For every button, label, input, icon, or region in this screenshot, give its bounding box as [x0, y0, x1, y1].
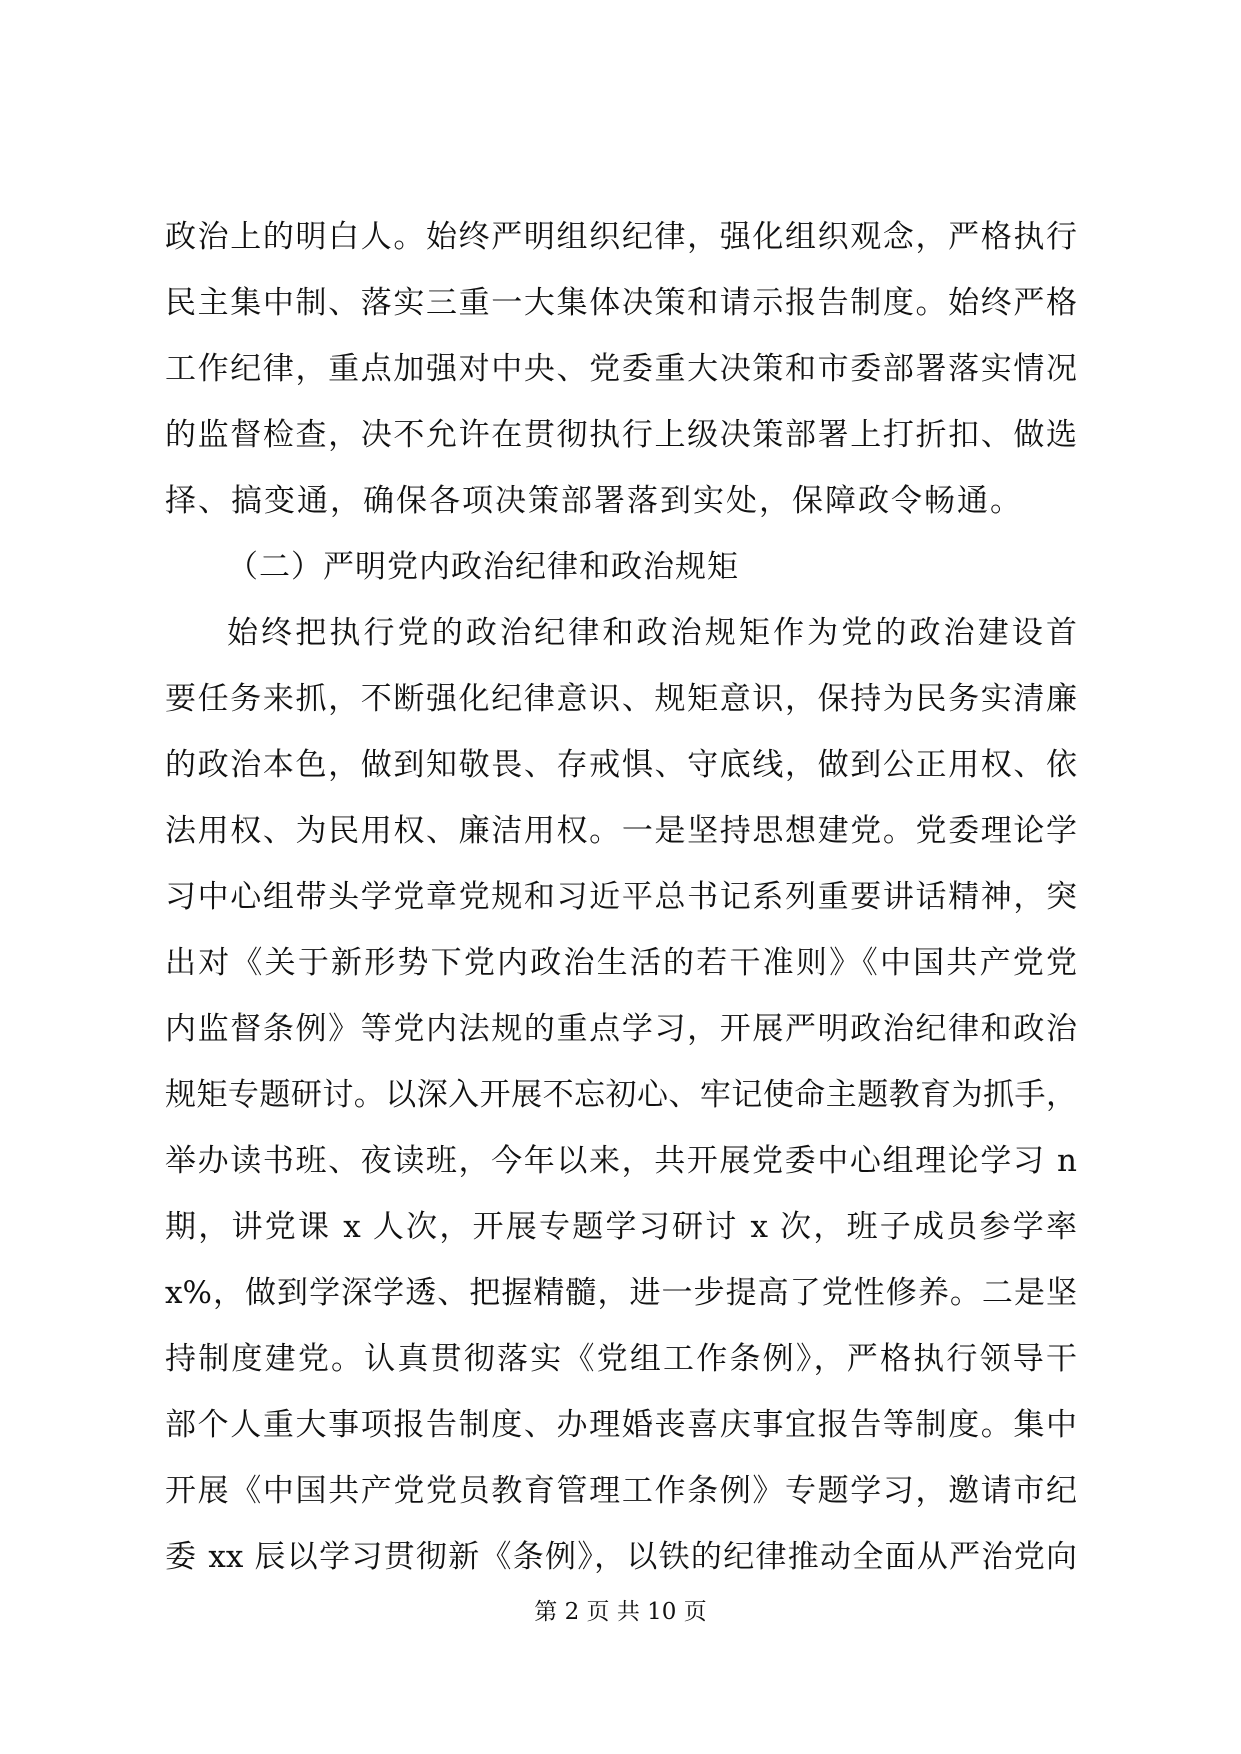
paragraph-line: 委 xx 辰以学习贯彻新《条例》，以铁的纪律推动全面从严治党向	[165, 1539, 1077, 1575]
paragraph-line: 规矩专题研讨。以深入开展不忘初心、牢记使命主题教育为抓手，	[165, 1077, 1077, 1113]
section-heading: （二）严明党内政治纪律和政治规矩	[227, 549, 739, 585]
body-line: 政治上的明白人。始终严明组织纪律，强化组织观念，严格执行	[165, 219, 1077, 255]
body-line: 工作纪律，重点加强对中央、党委重大决策和市委部署落实情况	[165, 351, 1077, 387]
paragraph-line: 持制度建党。认真贯彻落实《党组工作条例》，严格执行领导干	[165, 1341, 1077, 1377]
page-number-footer: 第 2 页 共 10 页	[534, 1599, 707, 1625]
paragraph-line: 期，讲党课 x 人次，开展专题学习研讨 x 次，班子成员参学率	[165, 1209, 1077, 1245]
body-line: 择、搞变通，确保各项决策部署落到实处，保障政令畅通。	[165, 483, 1023, 519]
paragraph-line: 习中心组带头学党章党规和习近平总书记系列重要讲话精神，突	[165, 879, 1077, 915]
paragraph-line: x%，做到学深学透、把握精髓，进一步提高了党性修养。二是坚	[165, 1275, 1077, 1311]
paragraph-line: 开展《中国共产党党员教育管理工作条例》专题学习，邀请市纪	[165, 1473, 1077, 1509]
body-line: 民主集中制、落实三重一大集体决策和请示报告制度。始终严格	[165, 285, 1077, 321]
document-body	[165, 204, 1077, 1590]
paragraph-line: 内监督条例》等党内法规的重点学习，开展严明政治纪律和政治	[165, 1011, 1077, 1047]
paragraph-line: 部个人重大事项报告制度、办理婚丧喜庆事宜报告等制度。集中	[165, 1407, 1077, 1443]
paragraph-line: 法用权、为民用权、廉洁用权。一是坚持思想建党。党委理论学	[165, 813, 1077, 849]
paragraph-line: 的政治本色，做到知敬畏、存戒惧、守底线，做到公正用权、依	[165, 747, 1077, 783]
body-line: 的监督检查，决不允许在贯彻执行上级决策部署上打折扣、做选	[165, 417, 1077, 453]
paragraph-line: 始终把执行党的政治纪律和政治规矩作为党的政治建设首	[227, 615, 1077, 651]
paragraph-line: 出对《关于新形势下党内政治生活的若干准则》《中国共产党党	[165, 945, 1077, 981]
paragraph-line: 要任务来抓，不断强化纪律意识、规矩意识，保持为民务实清廉	[165, 681, 1077, 717]
paragraph-line: 举办读书班、夜读班，今年以来，共开展党委中心组理论学习 n	[165, 1143, 1077, 1179]
